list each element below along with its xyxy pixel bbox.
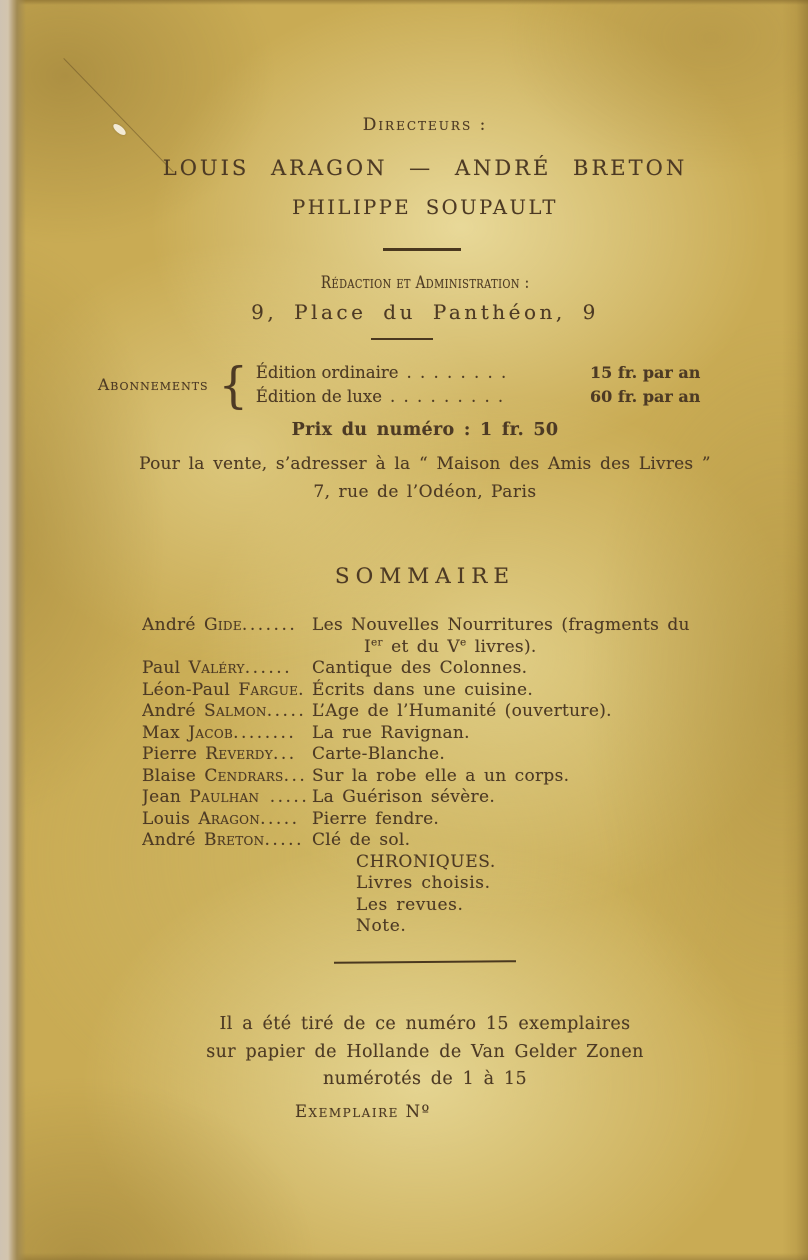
- redaction-heading: [40, 273, 808, 292]
- redaction-heading-text: Rédaction et Administration :: [320, 273, 530, 292]
- toc-section-line: [142, 873, 720, 895]
- issue-price-line: Prix du numéro : 1 fr. 50: [291, 420, 559, 440]
- toc-title: Écrits dans une cuisine.: [312, 679, 534, 700]
- colophon-block: [40, 1011, 808, 1094]
- edition-name: Édition ordinaire: [255, 363, 399, 382]
- toc-author: [142, 615, 312, 637]
- toc-entry: [142, 830, 720, 852]
- directors-names-line2: PHILIPPE SOUPAULT: [292, 196, 558, 219]
- toc-title: Pierre fendre.: [312, 808, 440, 829]
- toc-title: Cantique des Colonnes.: [312, 658, 528, 678]
- divider-rule: [334, 960, 516, 963]
- toc-author: Blaise Cendrars...: [142, 765, 308, 786]
- dot-leader: . . . . . . . .: [406, 363, 508, 382]
- edition-price: 15 fr. par an: [590, 363, 701, 382]
- subscription-rates: [255, 361, 701, 409]
- toc-section-line: [142, 852, 720, 874]
- page-content: [40, 0, 808, 1260]
- sales-line1: Pour la vente, s’adresser à la “ Maison des Amis des Livres ”: [139, 454, 711, 474]
- toc-title-line2: Ier et du Ve livres).: [364, 635, 537, 657]
- toc-section-line: [142, 895, 720, 917]
- subscriptions-block: [98, 356, 701, 414]
- colophon-line3: numérotés de 1 à 15: [322, 1069, 527, 1089]
- table-of-contents: [142, 615, 720, 938]
- directors-names-line1: LOUIS ARAGON — ANDRÉ BRETON: [162, 156, 688, 180]
- toc-entry: [142, 701, 720, 723]
- subscriptions-label: Abonnements: [98, 376, 209, 394]
- toc-entry: [142, 744, 720, 766]
- sommaire-title: SOMMAIRE: [334, 564, 516, 589]
- address-line: 9, Place du Panthéon, 9: [251, 300, 599, 324]
- toc-author: André Salmon.....: [142, 701, 307, 721]
- toc-entry: [142, 658, 720, 680]
- subscription-row: [255, 385, 701, 409]
- toc-author: Jean Paulhan .....: [142, 787, 310, 807]
- toc-title: Clé de sol.: [312, 830, 411, 850]
- copy-number-label: Exemplaire Nº: [295, 1102, 431, 1121]
- directors-heading: Directeurs :: [362, 115, 488, 135]
- toc-title: Sur la robe elle a un corps.: [312, 765, 570, 786]
- brace-glyph: {: [218, 356, 248, 414]
- edition-name: Édition de luxe: [255, 387, 383, 406]
- sales-line2: 7, rue de l’Odéon, Paris: [313, 482, 537, 502]
- toc-author: Louis Aragon.....: [142, 808, 300, 829]
- toc-author: André Breton.....: [142, 830, 304, 850]
- divider-rule: [383, 248, 461, 251]
- toc-entry: [142, 615, 720, 658]
- dot-leader: .......: [241, 615, 298, 635]
- subscription-row: [255, 361, 701, 385]
- chroniques-item: Livres choisis.: [356, 873, 491, 893]
- toc-entry: [142, 809, 720, 831]
- chroniques-heading: CHRONIQUES.: [356, 851, 496, 872]
- divider-rule: [371, 338, 433, 340]
- toc-title: Carte-Blanche.: [312, 744, 446, 764]
- chroniques-item: Les revues.: [356, 894, 464, 915]
- toc-entry: [142, 787, 720, 809]
- toc-entry: [142, 766, 720, 788]
- toc-title-line1: Les Nouvelles Nourritures (fragments du: [312, 615, 690, 635]
- toc-entry: [142, 680, 720, 702]
- chroniques-item: Note.: [356, 916, 407, 936]
- toc-title: [312, 615, 720, 658]
- toc-author: Max Jacob........: [142, 722, 297, 743]
- toc-author: Paul Valéry......: [142, 658, 293, 678]
- toc-author: Léon-Paul Fargue.: [142, 679, 307, 700]
- colophon-line2: sur papier de Hollande de Van Gelder Zonen: [206, 1041, 644, 1062]
- toc-entry: [142, 723, 720, 745]
- author-last: Gide: [204, 615, 242, 635]
- edition-price: 60 fr. par an: [590, 387, 701, 406]
- toc-title: La rue Ravignan.: [312, 722, 470, 743]
- toc-title: La Guérison sévère.: [312, 787, 496, 807]
- toc-section-line: [142, 916, 720, 938]
- colophon-line1: Il a été tiré de ce numéro 15 exemplaires: [219, 1014, 631, 1034]
- toc-author: Pierre Reverdy...: [142, 744, 297, 764]
- toc-title: L’Age de l’Humanité (ouverture).: [312, 701, 612, 721]
- author-first: André: [142, 615, 196, 635]
- dot-leader: . . . . . . . . .: [390, 387, 505, 406]
- paper-deckle-edge: [0, 0, 26, 1260]
